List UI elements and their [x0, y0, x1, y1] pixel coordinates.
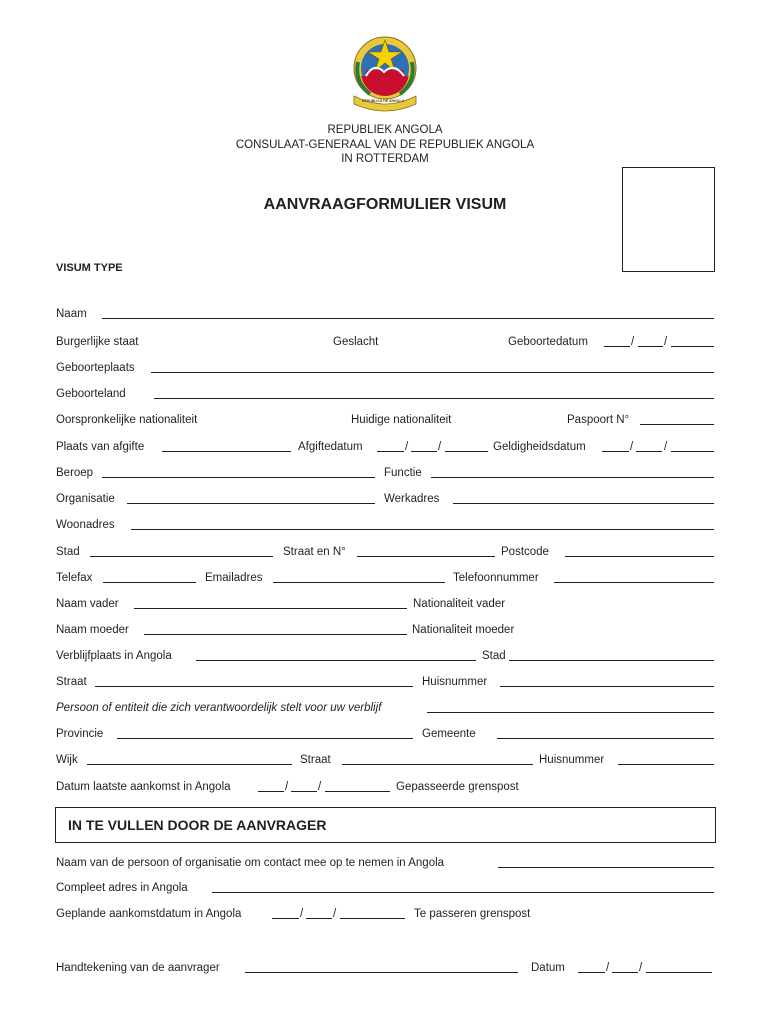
stad-field[interactable] — [90, 556, 273, 557]
stad2-label: Stad — [482, 650, 506, 662]
geboorteland-field[interactable] — [154, 398, 714, 399]
geboorteplaats-field[interactable] — [151, 372, 714, 373]
verblijfplaats-field[interactable] — [196, 660, 476, 661]
postcode-label: Postcode — [501, 546, 549, 558]
huisnummer2-label: Huisnummer — [539, 754, 605, 766]
datum-laatste-label: Datum laatste aankomst in Angola — [56, 781, 231, 793]
persoon-field[interactable] — [427, 712, 714, 713]
handtekening-label: Handtekening van de aanvrager — [56, 962, 220, 974]
geslacht-label: Geslacht — [333, 336, 379, 348]
oorspronkelijke-nationaliteit-label: Oorspronkelijke nationaliteit — [56, 414, 198, 426]
slash: / — [664, 336, 668, 348]
telefoonnummer-label: Telefoonnummer — [453, 572, 539, 584]
werkadres-field[interactable] — [453, 503, 714, 504]
huisnummer-label: Huisnummer — [422, 676, 488, 688]
slash: / — [438, 441, 442, 453]
datum-day-field[interactable] — [578, 972, 605, 973]
afgiftedatum-month-field[interactable] — [411, 451, 437, 452]
slash: / — [318, 781, 322, 793]
gemeente-field[interactable] — [497, 738, 714, 739]
geboortedatum-label: Geboortedatum — [508, 336, 588, 348]
straat-en-nr-label: Straat en N° — [283, 546, 346, 558]
afgiftedatum-day-field[interactable] — [377, 451, 404, 452]
straat2-field[interactable] — [342, 764, 533, 765]
contact-field[interactable] — [498, 867, 714, 868]
paspoort-label: Paspoort N° — [567, 414, 630, 426]
nationaliteit-moeder-label: Nationaliteit moeder — [412, 624, 515, 636]
stad2-field[interactable] — [509, 660, 714, 661]
section-header-title: IN TE VULLEN DOOR DE AANVRAGER — [68, 817, 327, 833]
contact-label: Naam van de persoon of organisatie om contact mee op te nemen in Angola — [56, 857, 445, 869]
telefax-label: Telefax — [56, 572, 93, 584]
organisatie-label: Organisatie — [56, 493, 115, 505]
plaats-van-afgifte-field[interactable] — [162, 451, 291, 452]
straat-en-nr-field[interactable] — [357, 556, 495, 557]
visum-type-label: VISUM TYPE — [56, 262, 123, 274]
geplande-label: Geplande aankomstdatum in Angola — [56, 908, 242, 920]
naam-field[interactable] — [102, 318, 714, 319]
handtekening-field[interactable] — [245, 972, 518, 973]
geplande-month-field[interactable] — [306, 918, 332, 919]
telefoonnummer-field[interactable] — [554, 582, 714, 583]
geldigheidsdatum-month-field[interactable] — [636, 451, 662, 452]
woonadres-label: Woonadres — [56, 519, 115, 531]
paspoort-field[interactable] — [640, 424, 714, 425]
geplande-year-field[interactable] — [340, 918, 405, 919]
header-line-3: IN ROTTERDAM — [341, 153, 429, 165]
datum-laatste-day-field[interactable] — [258, 791, 284, 792]
datum-month-field[interactable] — [612, 972, 638, 973]
geboortedatum-day-field[interactable] — [604, 346, 630, 347]
functie-field[interactable] — [431, 477, 714, 478]
slash: / — [639, 962, 643, 974]
slash: / — [333, 908, 337, 920]
straat2-label: Straat — [300, 754, 331, 766]
datum-laatste-year-field[interactable] — [325, 791, 390, 792]
datum-label: Datum — [531, 962, 565, 974]
slash: / — [285, 781, 289, 793]
compleet-adres-label: Compleet adres in Angola — [56, 882, 188, 894]
slash: / — [405, 441, 409, 453]
te-passeren-label: Te passeren grenspost — [414, 908, 531, 920]
photo-box — [622, 167, 715, 272]
naam-moeder-label: Naam moeder — [56, 624, 129, 636]
persoon-label: Persoon of entiteit die zich verantwoordelijk stelt voor uw verblijf — [56, 702, 382, 714]
geboorteland-label: Geboorteland — [56, 388, 126, 400]
werkadres-label: Werkadres — [384, 493, 440, 505]
gepasseerde-label: Gepasseerde grenspost — [396, 781, 519, 793]
burgerlijke-staat-label: Burgerlijke staat — [56, 336, 139, 348]
geboorteplaats-label: Geboorteplaats — [56, 362, 135, 374]
beroep-field[interactable] — [102, 477, 375, 478]
slash: / — [606, 962, 610, 974]
straat-label: Straat — [56, 676, 87, 688]
header-line-1: REPUBLIEK ANGOLA — [327, 124, 443, 136]
slash: / — [664, 441, 668, 453]
naam-label: Naam — [56, 308, 87, 320]
geboortedatum-month-field[interactable] — [638, 346, 663, 347]
gemeente-label: Gemeente — [422, 728, 476, 740]
geldigheidsdatum-label: Geldigheidsdatum — [493, 441, 586, 453]
nationaliteit-vader-label: Nationaliteit vader — [413, 598, 506, 610]
header-line-2: CONSULAAT-GENERAAL VAN DE REPUBLIEK ANGOLA — [235, 139, 535, 151]
emblem-text: REPÚBLICA DE ANGOLA — [362, 99, 405, 103]
compleet-adres-field[interactable] — [212, 892, 714, 893]
plaats-van-afgifte-label: Plaats van afgifte — [56, 441, 145, 453]
naam-vader-label: Naam vader — [56, 598, 119, 610]
provincie-label: Provincie — [56, 728, 104, 740]
naam-moeder-field[interactable] — [144, 634, 407, 635]
geldigheidsdatum-year-field[interactable] — [671, 451, 714, 452]
wijk-label: Wijk — [56, 754, 78, 766]
telefax-field[interactable] — [103, 582, 196, 583]
datum-year-field[interactable] — [646, 972, 712, 973]
datum-laatste-month-field[interactable] — [291, 791, 317, 792]
stad-label: Stad — [56, 546, 80, 558]
verblijfplaats-label: Verblijfplaats in Angola — [56, 650, 172, 662]
geldigheidsdatum-day-field[interactable] — [602, 451, 629, 452]
slash: / — [630, 441, 634, 453]
emailadres-label: Emailadres — [205, 572, 263, 584]
slash: / — [631, 336, 635, 348]
section-header-box — [55, 807, 716, 843]
postcode-field[interactable] — [565, 556, 714, 557]
beroep-label: Beroep — [56, 467, 94, 479]
huidige-nationaliteit-label: Huidige nationaliteit — [351, 414, 452, 426]
afgiftedatum-year-field[interactable] — [445, 451, 488, 452]
huisnummer-field[interactable] — [500, 686, 714, 687]
functie-label: Functie — [384, 467, 422, 479]
organisatie-field[interactable] — [127, 503, 375, 504]
straat-field[interactable] — [95, 686, 413, 687]
provincie-field[interactable] — [117, 738, 413, 739]
form-title: AANVRAAGFORMULIER VISUM — [263, 196, 507, 213]
slash: / — [300, 908, 304, 920]
afgiftedatum-label: Afgiftedatum — [298, 441, 363, 453]
wijk-field[interactable] — [87, 764, 292, 765]
huisnummer2-field[interactable] — [618, 764, 714, 765]
emailadres-field[interactable] — [273, 582, 445, 583]
geboortedatum-year-field[interactable] — [671, 346, 714, 347]
woonadres-field[interactable] — [131, 529, 714, 530]
naam-vader-field[interactable] — [134, 608, 407, 609]
geplande-day-field[interactable] — [272, 918, 299, 919]
